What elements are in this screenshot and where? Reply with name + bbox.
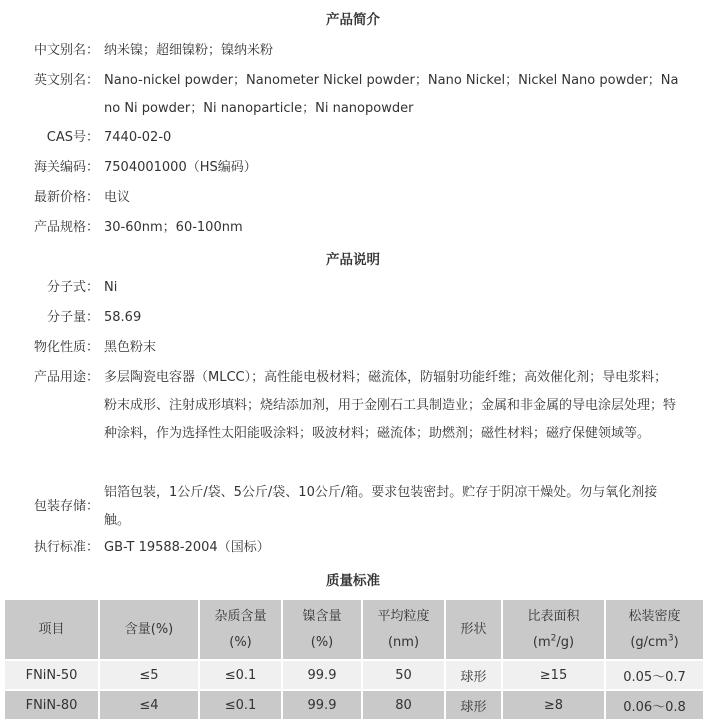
field-label: 包装存储： xyxy=(33,499,99,514)
field-value: 纳米镍；超细镍粉；镍纳米粉 xyxy=(104,43,274,58)
field-packaging xyxy=(0,479,706,535)
header-bulk-density: 松装密度 $(g/cm^3)$ xyxy=(605,599,704,660)
field-value: 多层陶瓷电容器（MLCC）；高性能电极材料；磁流体，防辐射功能纤维；高效催化剂；导电浆料；粉末成形、注射成形填料；烧结添加剂，用于金刚石工具制造业；金属和非金属的导电涂层处理；特种涂料，作为选择性太阳能吸涂料；吸波材料；磁流体；助燃剂；磁性材料；磁疗保健领域等。 xyxy=(104,370,677,441)
field-value: 30-60nm；60-100nm xyxy=(104,220,243,235)
field-label: 英文别名： xyxy=(33,73,99,88)
field-label: CAS号： xyxy=(46,130,99,145)
table-row xyxy=(4,690,704,720)
product-description-title: 产品说明 xyxy=(326,252,380,268)
field-formula xyxy=(0,275,706,305)
field-product-spec xyxy=(0,215,706,245)
cell-nickel: 99.9 xyxy=(282,690,362,720)
field-label: 海关编码： xyxy=(33,160,99,175)
field-value: GB-T 19588-2004（国标） xyxy=(104,540,270,555)
field-label: 分子量： xyxy=(46,310,99,325)
field-molecular-weight xyxy=(0,305,706,335)
field-value: Nano-nickel powder；Nanometer Nickel powder；Nano Nickel；Nickel Nano powder；Nano Ni powder；Ni nanoparticle；Ni nanopowder xyxy=(104,73,679,116)
quality-table xyxy=(3,598,705,721)
cell-nickel: 99.9 xyxy=(282,660,362,690)
header-shape: 形状 xyxy=(445,599,502,660)
cell-impurity: ≤0.1 xyxy=(199,660,282,690)
field-value: 7504001000（HS编码） xyxy=(104,160,257,175)
field-standard xyxy=(0,535,706,565)
header-size: 平均粒度 (nm) xyxy=(362,599,445,660)
field-label: 执行标准： xyxy=(33,540,99,555)
cell-content: ≤5 xyxy=(99,660,199,690)
product-intro-title: 产品简介 xyxy=(326,12,380,28)
field-value: 7440-02-0 xyxy=(104,130,172,145)
field-applications xyxy=(0,364,706,478)
field-label: 中文别名： xyxy=(33,43,99,58)
field-label: 物化性质： xyxy=(33,340,99,355)
field-customs-code xyxy=(0,155,706,185)
field-value: 黑色粉末 xyxy=(104,340,157,355)
cell-size: 50 xyxy=(362,660,445,690)
table-header-row xyxy=(4,599,704,660)
field-value: 铝箔包装，1公斤/袋、5公斤/袋、10公斤/箱。要求包装密封。贮存于阴凉干燥处。勿与氧化剂接触。 xyxy=(104,485,658,528)
field-label: 产品规格： xyxy=(33,220,99,235)
quality-standard-title: 质量标准 xyxy=(326,573,380,589)
field-label: 最新价格： xyxy=(33,190,99,205)
cell-surface-area: ≥8 xyxy=(502,690,605,720)
field-value: 58.69 xyxy=(104,310,142,325)
cell-shape: 球形 xyxy=(445,660,502,690)
table-row xyxy=(4,660,704,690)
field-label: 产品用途： xyxy=(33,370,99,385)
cell-size: 80 xyxy=(362,690,445,720)
field-label: 分子式： xyxy=(46,280,99,295)
field-latest-price xyxy=(0,185,706,215)
field-cas xyxy=(0,125,706,155)
cell-bulk-density: 0.06～0.8 xyxy=(605,690,704,720)
header-content: 含量(%) xyxy=(99,599,199,660)
field-english-alias xyxy=(0,67,706,125)
header-impurity: 杂质含量 (%) xyxy=(199,599,282,660)
field-properties xyxy=(0,335,706,365)
cell-shape: 球形 xyxy=(445,690,502,720)
cell-item: FNiN-50 xyxy=(4,660,99,690)
field-value: Ni xyxy=(104,280,118,295)
cell-impurity: ≤0.1 xyxy=(199,690,282,720)
header-nickel: 镍含量 (%) xyxy=(282,599,362,660)
field-chinese-alias xyxy=(0,38,706,68)
header-item: 项目 xyxy=(4,599,99,660)
cell-item: FNiN-80 xyxy=(4,690,99,720)
cell-content: ≤4 xyxy=(99,690,199,720)
header-surface-area: 比表面积 $(m^2/g)$ xyxy=(502,599,605,660)
cell-surface-area: ≥15 xyxy=(502,660,605,690)
field-value: 电议 xyxy=(104,190,131,205)
cell-bulk-density: 0.05～0.7 xyxy=(605,660,704,690)
